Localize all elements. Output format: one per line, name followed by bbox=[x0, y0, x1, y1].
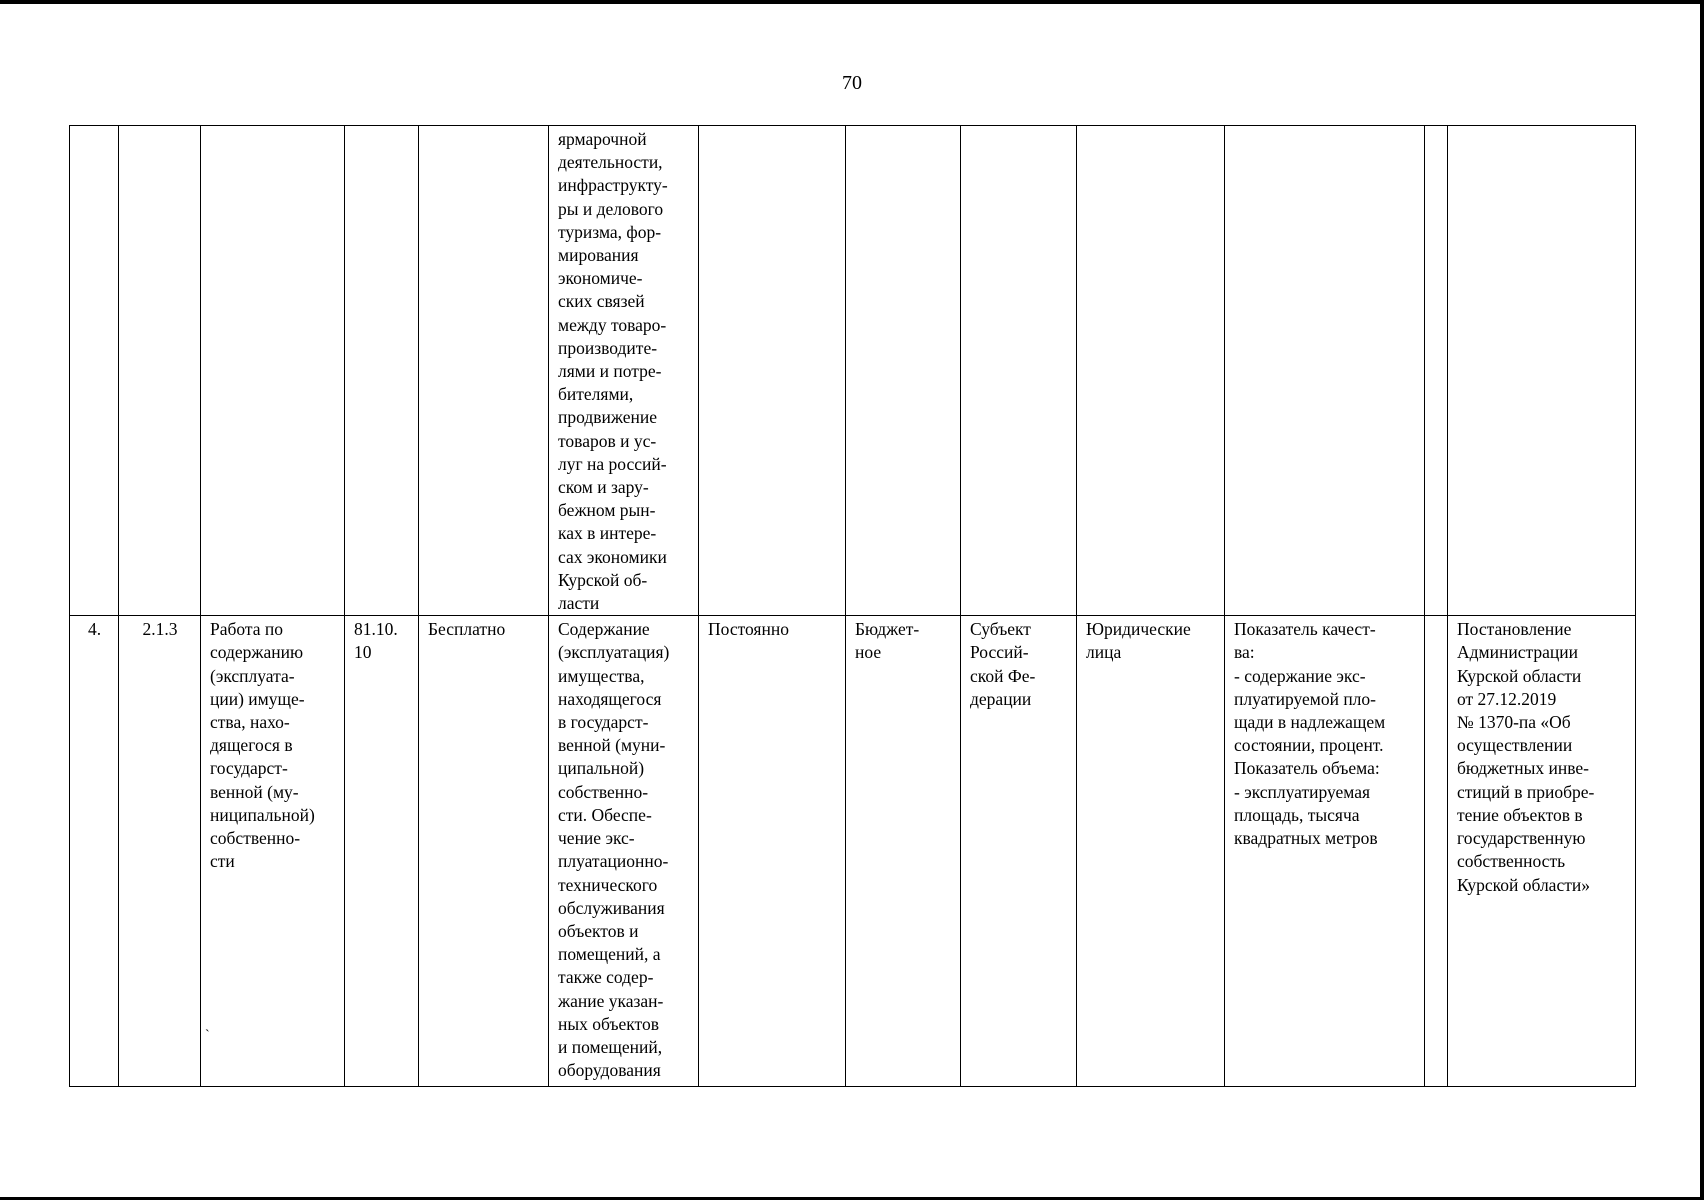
text-line: производите- bbox=[558, 337, 658, 358]
text-line: состоянии, процент. bbox=[1234, 735, 1384, 756]
text-line: щади в надлежащем bbox=[1234, 712, 1386, 733]
indicators-cell bbox=[1225, 616, 1425, 1087]
text-line: Курской области» bbox=[1457, 874, 1590, 895]
text-line: Бюджет- bbox=[855, 619, 920, 640]
founder-cell bbox=[961, 126, 1077, 616]
text-line: государст- bbox=[210, 758, 288, 779]
text-line: ской Фе- bbox=[970, 665, 1036, 686]
text-line: от 27.12.2019 bbox=[1457, 688, 1557, 709]
text-line: государственную bbox=[1457, 828, 1586, 849]
legal-basis-cell bbox=[1448, 616, 1636, 1087]
text-line: ных объектов bbox=[558, 1013, 659, 1034]
services-table bbox=[69, 125, 1636, 1087]
legal-basis-cell bbox=[1448, 126, 1636, 616]
text-line: ских связей bbox=[558, 291, 645, 312]
text-line: ласти bbox=[558, 593, 600, 614]
text-line: сти. Обеспе- bbox=[558, 804, 652, 825]
number-cell: 4. bbox=[70, 616, 119, 1087]
text-line: экономиче- bbox=[558, 268, 643, 289]
extra-cell bbox=[1425, 126, 1448, 616]
text-line: Субъект bbox=[970, 619, 1031, 640]
text-line: продвижение bbox=[558, 407, 658, 428]
text-line: ции) имуще- bbox=[210, 688, 305, 709]
text-line: жание указан- bbox=[558, 990, 664, 1011]
period-cell bbox=[699, 126, 846, 616]
text-line: объектов и bbox=[558, 920, 639, 941]
text-line: товаров и ус- bbox=[558, 430, 657, 451]
text-line: луг на россий- bbox=[558, 453, 667, 474]
text-line: дящегося в bbox=[210, 735, 293, 756]
text-line: ском и зару- bbox=[558, 477, 649, 498]
text-line: 81.10. bbox=[354, 619, 398, 640]
text-line: 10 bbox=[354, 642, 372, 663]
text-line: также содер- bbox=[558, 967, 654, 988]
text-line: плуатационно- bbox=[558, 851, 669, 872]
table-row bbox=[70, 616, 1636, 1087]
indicators-cell bbox=[1225, 126, 1425, 616]
payment-cell bbox=[419, 126, 549, 616]
number-cell bbox=[70, 126, 119, 616]
text-line: Постановление bbox=[1457, 619, 1572, 640]
work-name-cell bbox=[201, 616, 345, 1087]
extra-cell bbox=[1425, 616, 1448, 1087]
text-line: Содержание bbox=[558, 619, 650, 640]
page-number: 70 bbox=[842, 72, 862, 94]
text-line: ках в интере- bbox=[558, 523, 657, 544]
okved-cell bbox=[345, 616, 419, 1087]
text-line: обслуживания bbox=[558, 897, 665, 918]
text-line: сти bbox=[210, 851, 235, 872]
text-line: технического bbox=[558, 874, 658, 895]
text-line: в государст- bbox=[558, 712, 649, 733]
table-row bbox=[70, 126, 1636, 616]
text-line: сах экономики bbox=[558, 546, 667, 567]
text-line: стиций в приобре- bbox=[1457, 781, 1595, 802]
text-line: осуществлении bbox=[1457, 735, 1573, 756]
text-line: (эксплуатация) bbox=[558, 642, 670, 663]
recipient-cell bbox=[1077, 126, 1225, 616]
text-line: квадратных метров bbox=[1234, 828, 1378, 849]
text-line: плуатируемой пло- bbox=[1234, 688, 1376, 709]
text-line: Работа по bbox=[210, 619, 284, 640]
text-line: ва: bbox=[1234, 642, 1255, 663]
text-line: тение объектов в bbox=[1457, 804, 1583, 825]
code-cell: 2.1.3 bbox=[119, 616, 201, 1087]
text-line: ципальной) bbox=[558, 758, 645, 779]
funding-cell bbox=[846, 616, 961, 1087]
payment-cell: Бесплатно bbox=[419, 616, 549, 1087]
text-line: деятельности, bbox=[558, 152, 663, 173]
text-line: дерации bbox=[970, 688, 1032, 709]
text-line: Курской области bbox=[1457, 665, 1582, 686]
text-line: Юридические bbox=[1086, 619, 1191, 640]
text-line: мирования bbox=[558, 245, 639, 266]
text-line: площадь, тысяча bbox=[1234, 804, 1360, 825]
text-line: содержанию bbox=[210, 642, 304, 663]
code-cell bbox=[119, 126, 201, 616]
text-line: оборудования bbox=[558, 1060, 661, 1081]
text-line: ниципальной) bbox=[210, 804, 315, 825]
text-line: чение экс- bbox=[558, 828, 635, 849]
text-line: Показатель качест- bbox=[1234, 619, 1376, 640]
text-line: находящегося bbox=[558, 688, 662, 709]
text-line: венной (му- bbox=[210, 781, 299, 802]
text-line: собственность bbox=[1457, 851, 1566, 872]
text-line: ства, нахо- bbox=[210, 712, 290, 733]
text-line: - содержание экс- bbox=[1234, 665, 1366, 686]
work-name-cell bbox=[201, 126, 345, 616]
funding-cell bbox=[846, 126, 961, 616]
text-line: Администрации bbox=[1457, 642, 1578, 663]
recipient-cell bbox=[1077, 616, 1225, 1087]
okved-cell bbox=[345, 126, 419, 616]
text-line: между товаро- bbox=[558, 314, 667, 335]
text-line: туризма, фор- bbox=[558, 221, 662, 242]
text-line: инфраструкту- bbox=[558, 175, 668, 196]
text-line: - эксплуатируемая bbox=[1234, 781, 1371, 802]
text-line: бежном рын- bbox=[558, 500, 656, 521]
stray-mark: ` bbox=[205, 1028, 210, 1043]
text-line: ное bbox=[855, 642, 882, 663]
text-line: Показатель объема: bbox=[1234, 758, 1380, 779]
text-line: бюджетных инве- bbox=[1457, 758, 1590, 779]
text-line: и помещений, bbox=[558, 1036, 663, 1057]
founder-cell bbox=[961, 616, 1077, 1087]
text-line: (эксплуата- bbox=[210, 665, 295, 686]
service-description-cell bbox=[549, 126, 699, 616]
text-line: лями и потре- bbox=[558, 361, 662, 382]
text-line: Россий- bbox=[970, 642, 1029, 663]
period-cell: Постоянно bbox=[699, 616, 846, 1087]
text-line: № 1370-па «Об bbox=[1457, 712, 1571, 733]
text-line: собственно- bbox=[558, 781, 649, 802]
text-line: помещений, а bbox=[558, 944, 661, 965]
text-line: Курской об- bbox=[558, 569, 648, 590]
text-line: имущества, bbox=[558, 665, 645, 686]
text-line: ры и делового bbox=[558, 198, 664, 219]
text-line: ярмарочной bbox=[558, 129, 647, 149]
text-line: собственно- bbox=[210, 828, 301, 849]
text-line: бителями, bbox=[558, 384, 634, 405]
text-line: лица bbox=[1086, 642, 1122, 663]
content-cell bbox=[549, 616, 699, 1087]
text-line: венной (муни- bbox=[558, 735, 666, 756]
